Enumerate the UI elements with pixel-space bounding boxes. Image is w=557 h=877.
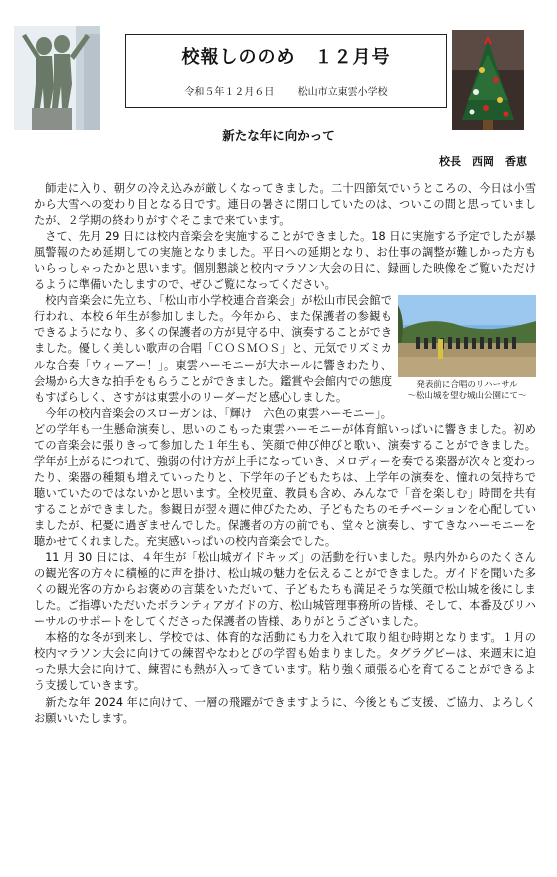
- author-line: 校長 西岡 香恵: [439, 155, 527, 168]
- paragraph-7: 新たな年 2024 年に向けて、一層の飛躍ができますように、今後ともご支援、ご協力、よろしくお願いいたします。: [34, 695, 536, 725]
- dateline: [126, 83, 446, 98]
- article-body: [34, 181, 536, 727]
- figure-caption: [398, 380, 536, 402]
- children-statue-photo: [14, 26, 100, 130]
- issue-date: 令和５年１２月６日: [184, 87, 275, 98]
- paragraph-1: 師走に入り、朝夕の冷え込みが厳しくなってきました。二十四節気でいうところの、今日は小雪から大雪への変わり目となる日です。連日の暑さに閉口していたのは、ついこの間と思っていましたが、２学期の終わりがすぐそこまで来ています。: [34, 182, 536, 228]
- paragraph-4: 今年の校内音楽会のスローガンは、「輝け 六色の東雲ハーモニー」。どの学年も一生懸命演奏し、思いのこもった東雲ハーモニーが体育館いっぱいに響きました。初めての音楽会に張りきって参加した１年生も、笑顔で伸び伸びと歌い、演奏することができました。学年が上がるにつれて、強弱の付け方が上手になっていき、メロディーを奏でる楽器が次々と変わったり、楽器の種類も増えていったりと、下学年の子どもたちは、上学年の演奏を、憧れの気持ちで聴いていたのではないかと思います。全校児童、教員も含め、みんなで「音を楽しむ」時間を共有することができました。参観日が翌々週に伸びたため、子どもたちのモチベーションを心配していましたが、杞憂に過ぎませんでした。保護者の方の前でも、堂々と演奏し、すてきなハーモニーを聴かせてくれました。充実感いっぱいの校内音楽会でした。: [34, 406, 536, 549]
- paragraph-2: さて、先月 29 日には校内音楽会を実施することができました。18 日に実施する予定でしたが暴風警報のため延期しての実施となりました。平日への延期となり、お仕事の調整が難しかった方もいらっしゃったかと思います。個別懇談と校内マラソン大会の日に、録画した映像をご覧いただけるように準備いたしますので、ぜひご覧になってください。: [34, 230, 536, 292]
- caption-line-1: 発表前に合唱のリハーサル: [416, 380, 518, 391]
- rehearsal-figure: [398, 295, 536, 402]
- newsletter-title: 校報しののめ １２月号: [181, 47, 391, 68]
- paragraph-6: 本格的な冬が到来し、学校では、体育的な活動にも力を入れて取り組む時期となります。１月の校内マラソン大会に向けての練習やなわとびの学習も始まりました。タグラグビーは、来週末に迫った県大会に向けて、練習にも熱が入ってきています。粘り強く頑張る心を育てることができるよう支援していきます。: [34, 631, 536, 693]
- newsletter-header-box: [125, 34, 447, 108]
- caption-line-2: ～松山城を望む城山公園にて～: [407, 391, 527, 402]
- paragraph-3: 校内音楽会に先立ち、「松山市小学校連合音楽会」が松山市民会館で行われ、本校６年生が参加しました。今年から、また保護者の参観もできるようになり、多くの保護者の方が見守る中、演奏することができました。優しく美しい歌声の合唱「ＣＯＳＭＯＳ」と、元気でリズミカルな合奏「ウィーアー！」。東雲ハーモニーが大ホールに響きわたり、会場から大きな拍手をもらうことができました。鑑賞や会館内での態度もすばらしく、さすがは東雲小のリーダーだと感心しました。: [34, 294, 393, 404]
- choir-rehearsal-photo: [398, 295, 536, 377]
- school-name: 松山市立東雲小学校: [297, 87, 388, 98]
- section-title: 新たな年に向かって: [222, 128, 335, 143]
- paragraph-5: 11 月 30 日には、４年生が「松山城ガイドキッズ」の活動を行いました。県内外からのたくさんの観光客の方々に積極的に声を掛け、松山城の魅力を伝えることができました。ガイドを聞いた多くの観光客の方からお褒めの言葉をいただいて、子どもたちも満足そうな笑顔で松山城を後にしました。ご指導いただいたボランティアガイドの方、松山城管理事務所の皆様、そして、本番及びリハーサルのサポートをしてくださった保護者の皆様、ありがとうございました。: [34, 551, 536, 629]
- christmas-tree-photo: [452, 30, 524, 130]
